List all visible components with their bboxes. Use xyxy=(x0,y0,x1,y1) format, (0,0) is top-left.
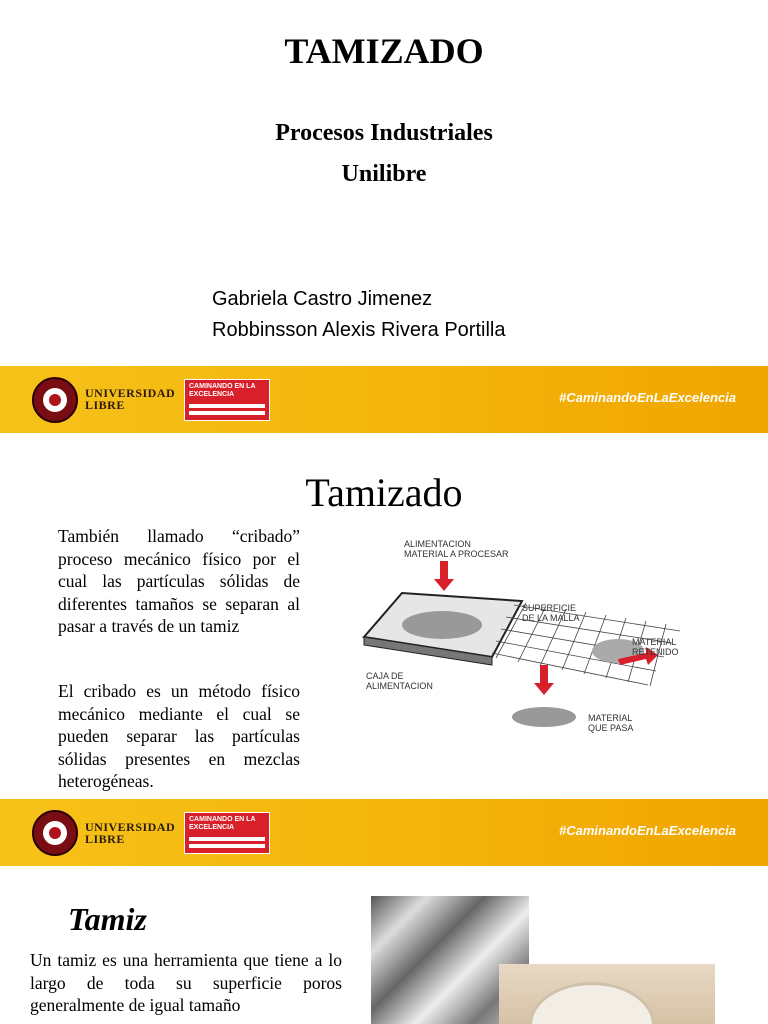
sieve-photo-image xyxy=(499,964,715,1024)
diagram-label: MATERIAL A PROCESAR xyxy=(404,549,509,559)
university-logo xyxy=(32,809,175,857)
slide-title: TAMIZADO xyxy=(284,31,484,71)
diagram-label: ALIMENTACION xyxy=(404,539,471,549)
university-seal-icon xyxy=(32,810,78,856)
author-name: Gabriela Castro Jimenez xyxy=(212,288,433,310)
badge-line2: EXCELENCIA xyxy=(189,391,235,398)
diagram-label: DE LA MALLA xyxy=(522,613,580,623)
diagram-label: SUPERFICIE xyxy=(522,603,577,613)
university-name-line1: UNIVERSIDAD xyxy=(85,386,176,400)
diagram-label: MATERIAL xyxy=(588,713,633,723)
excellence-badge xyxy=(184,379,270,421)
diagram-label: MATERIAL xyxy=(632,637,677,647)
slide-title: Tamizado xyxy=(305,470,463,515)
footer-banner xyxy=(0,799,768,866)
definition-paragraph: También llamado “cribado” proceso mecánico físico por el cual las partículas sólidas de diferentes tamaños se separan al pasar a través de un tamiz xyxy=(58,526,300,637)
subtitle-course: Procesos Industriales xyxy=(275,120,493,146)
sieve-diagram xyxy=(356,533,692,741)
badge-line1: CAMINANDO EN LA xyxy=(189,383,256,390)
excellence-badge xyxy=(184,812,270,854)
footer-banner xyxy=(0,366,768,433)
university-name-line2: LIBRE xyxy=(85,398,125,412)
title-slide xyxy=(0,0,768,366)
diagram-label: CAJA DE xyxy=(366,671,404,681)
hashtag-text: #CaminandoEnLaExcelencia xyxy=(558,823,736,838)
badge-line2: EXCELENCIA xyxy=(189,824,235,831)
description-paragraph: El cribado es un método físico mecánico mediante el cual se pueden separar las partículas sólidas presentes en mezclas heterogéneas. xyxy=(58,681,300,792)
subtitle-institution: Unilibre xyxy=(341,161,427,187)
tamiz-paragraph: Un tamiz es una herramienta que tiene a lo largo de toda su superficie poros generalmente de igual tamaño xyxy=(30,950,342,1016)
slide-title: Tamiz xyxy=(68,901,147,937)
author-name: Robbinsson Alexis Rivera Portilla xyxy=(212,319,506,341)
diagram-label: RETENIDO xyxy=(632,647,679,657)
university-name-line2: LIBRE xyxy=(85,832,125,846)
tamiz-slide xyxy=(0,867,768,1024)
diagram-label: ALIMENTACION xyxy=(366,681,433,691)
badge-line1: CAMINANDO EN LA xyxy=(189,816,256,823)
university-logo xyxy=(32,376,175,424)
diagram-label: QUE PASA xyxy=(588,723,634,733)
hashtag-text: #CaminandoEnLaExcelencia xyxy=(558,390,736,405)
university-seal-icon xyxy=(32,377,78,423)
tamizado-slide xyxy=(0,433,768,799)
university-name-line1: UNIVERSIDAD xyxy=(85,820,176,834)
